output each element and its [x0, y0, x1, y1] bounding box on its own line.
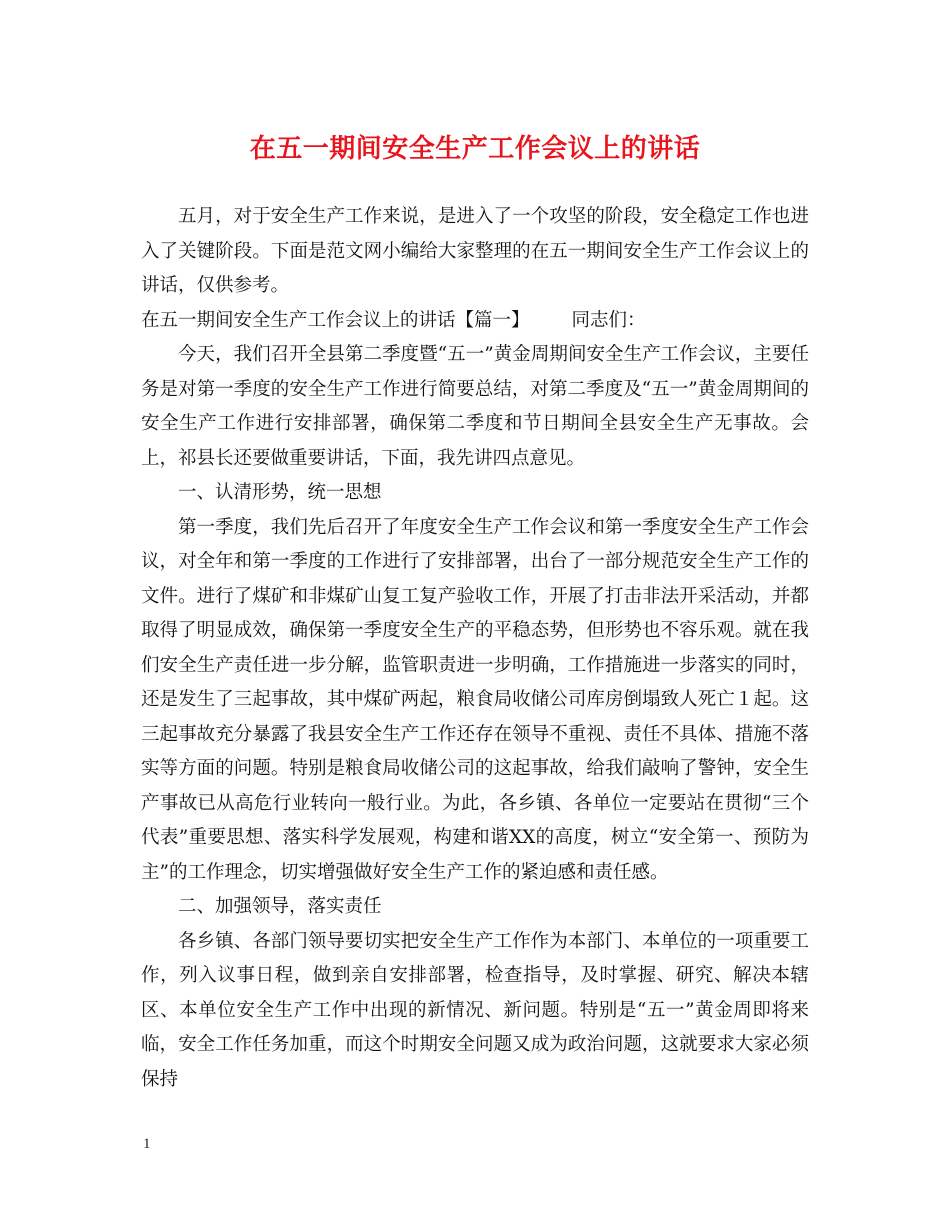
section-heading-one: 一、认清形势，统一思想 [178, 482, 382, 503]
page-number: 1 [143, 1136, 151, 1152]
document-body [141, 200, 809, 1097]
greeting-text: 同志们： [571, 309, 646, 331]
page-title: 在五一期间安全生产工作会议上的讲话 [249, 134, 701, 164]
section-one-paragraph: 第一季度，我们先后召开了年度安全生产工作会议和第一季度安全生产工作会议，对全年和第一季度的工作进行了安排部署，出台了一部分规范安全生产工作的文件。进行了煤矿和非煤矿山复工复产验收工作，开展了打击非法开采活动，并都取得了明显成效，确保第一季度安全生产的平稳态势，但形势也不容乐观。就在我们安全生产责任进一步分解，监管职责进一步明确，工作措施进一步落实的同时，还是发生了三起事故，其中煤矿两起，粮食局收储公司库房倒塌致人死亡１起。这三起事故充分暴露了我县安全生产工作还存在领导不重视、责任不具体、措施不落实等方面的问题。特别是粮食局收储公司的这起事故，给我们敲响了警钟，安全生产事故已从高危行业转向一般行业。为此，各乡镇、各单位一定要站在贯彻“三个代表”重要思想、落实科学发展观，构建和谐XX的高度，树立“安全第一、预防为主”的工作理念，切实增强做好安全生产工作的紧迫感和责任感。 [141, 516, 809, 883]
section-heading-two: 二、加强领导，落实责任 [178, 896, 382, 917]
section-heading-line [141, 304, 809, 339]
intro-paragraph: 五月，对于安全生产工作来说，是进入了一个攻坚的阶段，安全稳定工作也进入了关键阶段。下面是范文网小编给大家整理的在五一期间安全生产工作会议上的讲话，仅供参考。 [141, 206, 809, 296]
section-two-paragraph: 各乡镇、各部门领导要切实把安全生产工作作为本部门、本单位的一项重要工作，列入议事日程，做到亲自安排部署，检查指导，及时掌握、研究、解决本辖区、本单位安全生产工作中出现的新情况、新问题。特别是“五一”黄金周即将来临，安全工作任务加重，而这个时期安全问题又成为政治问题，这就要求大家必须保持 [141, 930, 809, 1090]
section-heading-title: 在五一期间安全生产工作会议上的讲话【篇一】 [141, 309, 530, 331]
opening-paragraph: 今天，我们召开全县第二季度暨“五一”黄金周期间安全生产工作会议，主要任务是对第一季度的安全生产工作进行简要总结，对第二季度及“五一”黄金周期间的安全生产工作进行安排部署，确保第二季度和节日期间全县安全生产无事故。会上，祁县长还要做重要讲话，下面，我先讲四点意见。 [141, 344, 809, 469]
